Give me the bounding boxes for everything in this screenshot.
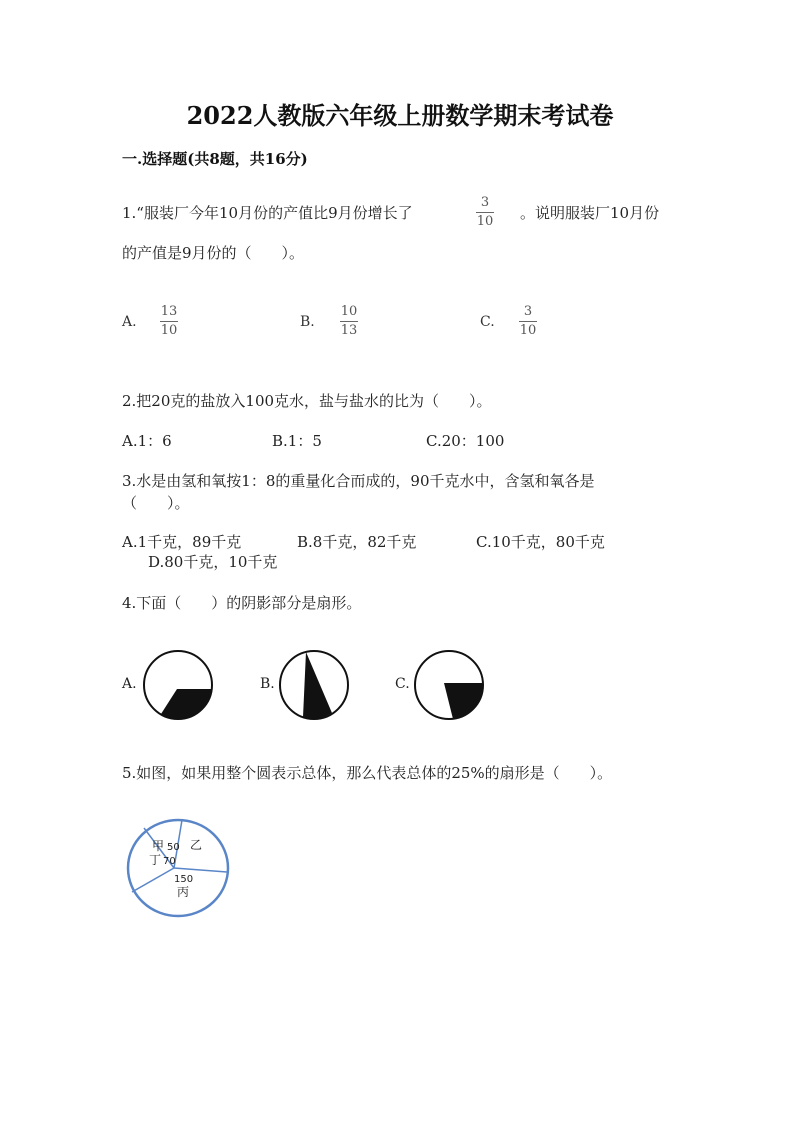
- pie-value-jia: 50: [167, 842, 180, 853]
- q2-option-a[interactable]: A.1：6: [122, 432, 172, 450]
- q5-pie-figure: [124, 816, 236, 922]
- q1-option-c-fraction: [519, 305, 537, 338]
- fraction-numerator: 10: [340, 304, 358, 319]
- pie-label-ding: 丁: [149, 853, 162, 867]
- q5-text: 5.如图，如果用整个圆表示总体，那么代表总体的25%的扇形是（ ）。: [122, 764, 613, 782]
- q3-option-d[interactable]: D.80千克，10千克: [148, 553, 278, 571]
- fraction-numerator: 3: [480, 195, 490, 210]
- q2-option-b[interactable]: B.1：5: [272, 432, 322, 450]
- q4-option-b-figure[interactable]: [277, 648, 351, 722]
- q4-option-a-label[interactable]: A.: [122, 676, 137, 692]
- q1-option-b-fraction: [340, 305, 358, 338]
- q1-fraction: [476, 196, 494, 229]
- q4-text: 4.下面（ ）的阴影部分是扇形。: [122, 594, 362, 612]
- fraction-numerator: 3: [523, 304, 533, 319]
- pie-value-bing: 150: [174, 874, 194, 885]
- fraction-denominator: 10: [519, 323, 537, 338]
- fraction-bar: [340, 321, 358, 322]
- pie-value-ding: 70: [163, 856, 176, 867]
- fraction-denominator: 10: [160, 323, 178, 338]
- q1-line1-a: 1.“服装厂今年10月份的产值比9月份增长了: [122, 204, 413, 222]
- q4-option-a-figure[interactable]: [141, 648, 215, 722]
- section-heading: 一.选择题(共8题，共16分): [122, 150, 308, 168]
- q4-option-c-figure[interactable]: [412, 648, 486, 722]
- q3-option-c[interactable]: C.10千克，80千克: [476, 533, 605, 551]
- fraction-bar: [476, 212, 494, 213]
- page-title: 2022人教版六年级上册数学期末考试卷: [186, 101, 614, 130]
- q1-line2: 的产值是9月份的（ ）。: [122, 244, 305, 262]
- q1-option-a-fraction: [160, 305, 178, 338]
- pie-label-jia: 甲: [152, 839, 165, 853]
- q1-option-c-label[interactable]: C.: [480, 314, 495, 330]
- q1-option-a-label[interactable]: A.: [122, 314, 137, 330]
- q3-line1: 3.水是由氢和氧按1：8的重量化合而成的，90千克水中，含氢和氧各是: [122, 472, 595, 490]
- q1-line1-b: 。说明服装厂10月份: [520, 204, 660, 222]
- q3-option-b[interactable]: B.8千克，82千克: [297, 533, 417, 551]
- q3-option-a[interactable]: A.1千克，89千克: [122, 533, 242, 551]
- fraction-bar: [519, 321, 537, 322]
- fraction-denominator: 13: [340, 323, 358, 338]
- q1-option-b-label[interactable]: B.: [300, 314, 315, 330]
- q3-line2: （ ）。: [122, 494, 190, 512]
- pie-label-yi: 乙: [190, 838, 203, 852]
- q2-option-c[interactable]: C.20：100: [426, 432, 505, 450]
- fraction-bar: [160, 321, 178, 322]
- q4-option-b-label[interactable]: B.: [260, 676, 275, 692]
- q4-option-c-label[interactable]: C.: [395, 676, 410, 692]
- fraction-denominator: 10: [476, 214, 494, 229]
- pie-label-bing: 丙: [177, 885, 190, 899]
- q2-text: 2.把20克的盐放入100克水，盐与盐水的比为（ ）。: [122, 392, 492, 410]
- fraction-numerator: 13: [160, 304, 178, 319]
